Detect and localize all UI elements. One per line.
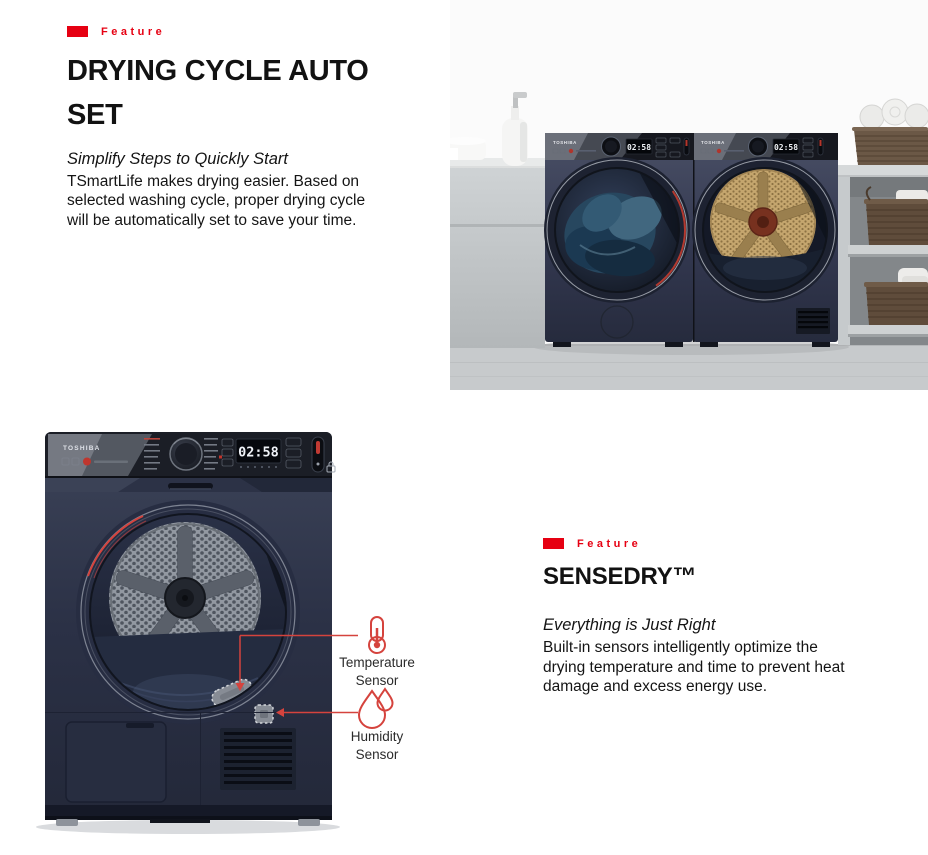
laundry-room-photo xyxy=(450,0,928,390)
washing-machine xyxy=(544,133,693,347)
washer-display: 02:58 xyxy=(626,143,652,152)
feature-tag-label: Feature xyxy=(577,537,642,550)
vent-grille xyxy=(220,728,296,790)
feature-tag xyxy=(543,538,855,549)
counter xyxy=(450,158,545,348)
temperature-sensor-label: Temperature Sensor xyxy=(339,655,415,689)
dryer-illustration xyxy=(0,390,450,855)
thermometer-icon xyxy=(369,617,385,653)
top-band xyxy=(45,478,332,492)
feature-tag-chip xyxy=(67,26,88,37)
feature-sensedry-section xyxy=(543,538,855,697)
display-time-text: 02:58 xyxy=(238,444,279,461)
humidity-sensor xyxy=(255,705,273,723)
humidity-sensor-label: Humidity Sensor xyxy=(350,729,404,763)
laundry-room-scene xyxy=(450,0,928,390)
dryer-brand-logo: TOSHIBA xyxy=(701,140,725,145)
feature-drying-cycle-section xyxy=(67,26,377,230)
control-panel xyxy=(45,432,335,478)
indicator-pill xyxy=(312,437,324,472)
feature-tag xyxy=(67,26,377,37)
program-knob xyxy=(170,438,202,470)
basket-top xyxy=(852,99,928,165)
section-title-sensedry: SENSEDRY™ xyxy=(543,563,697,590)
dryer-display: 02:58 xyxy=(773,143,799,152)
dryer-sensor-diagram xyxy=(0,390,450,855)
section-body-sensedry: Built-in sensors intelligently optimize the drying temperature and time to prevent heat damage and excess energy use. xyxy=(543,638,845,696)
tsmartlife-icon xyxy=(83,458,91,466)
washer-brand-logo: TOSHIBA xyxy=(553,140,577,145)
humidity-drops-icon xyxy=(359,689,393,728)
feature-tag-chip xyxy=(543,538,564,549)
dryer-machine xyxy=(692,133,838,347)
brand-logo: TOSHIBA xyxy=(63,445,101,452)
filter-door xyxy=(66,722,166,802)
section-subtitle-sensedry: Everything is Just Right xyxy=(543,616,716,635)
feature-tag-label: Feature xyxy=(101,25,166,38)
section-title-drying: DRYING CYCLE AUTO SET xyxy=(67,55,369,131)
section-subtitle-drying: Simplify Steps to Quickly Start xyxy=(67,150,288,168)
white-canister xyxy=(450,137,486,160)
section-body-drying: TSmartLife makes drying easier. Based on selected washing cycle, proper drying cycle will be automatically set to save your time. xyxy=(67,172,366,229)
